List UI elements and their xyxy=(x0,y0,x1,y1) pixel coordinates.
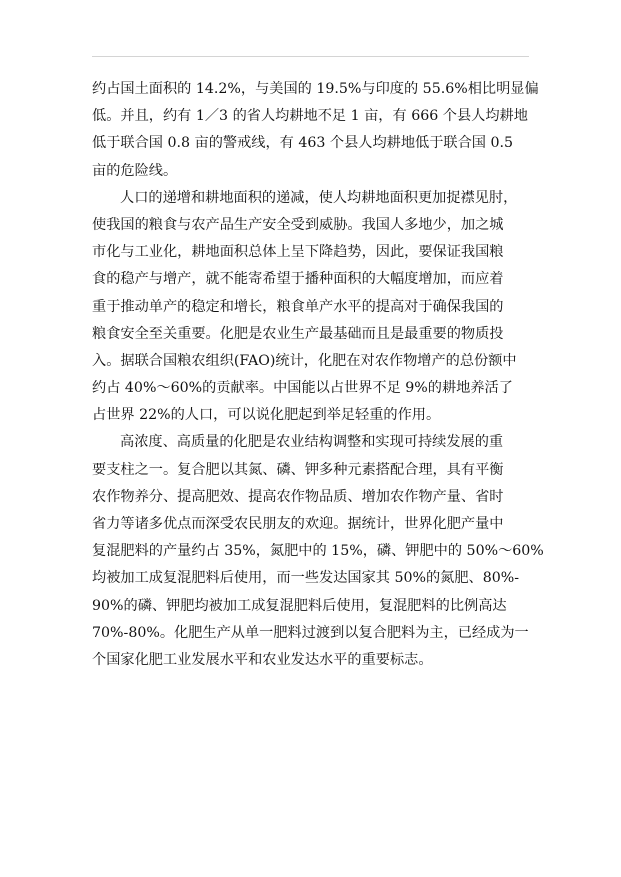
body-text xyxy=(92,76,544,674)
text-line: 粮食安全至关重要。化肥是农业生产最基础而且是最重要的物质投 xyxy=(92,325,504,342)
text-line: 重于推动单产的稳定和增长，粮食单产水平的提高对于确保我国的 xyxy=(92,298,504,315)
text-line: 市化与工业化，耕地面积总体上呈下降趋势，因此，要保证我国粮 xyxy=(92,244,504,261)
text-line: 占世界 22%的人口，可以说化肥起到举足轻重的作用。 xyxy=(92,407,441,424)
text-line: 亩的危险线。 xyxy=(92,162,178,179)
text-line: 高浓度、高质量的化肥是农业结构调整和实现可持续发展的重 xyxy=(120,434,504,451)
text-line: 使我国的粮食与农产品生产安全受到威胁。我国人多地少，加之城 xyxy=(92,216,504,233)
text-line: 农作物养分、提高肥效、提高农作物品质、增加农作物产量、省时 xyxy=(92,488,504,505)
text-line: 约占 40%～60%的贡献率。中国能以占世界不足 9%的耕地养活了 xyxy=(92,380,513,397)
text-line: 复混肥料的产量约占 35%，氮肥中的 15%，磷、钾肥中的 50%～60% xyxy=(92,543,544,560)
text-line: 70%-80%。化肥生产从单一肥料过渡到以复合肥料为主，已经成为一 xyxy=(92,624,529,641)
text-line: 90%的磷、钾肥均被加工成复混肥料后使用，复混肥料的比例高达 xyxy=(92,597,507,614)
text-line: 要支柱之一。复合肥以其氮、磷、钾多种元素搭配合理，具有平衡 xyxy=(92,461,504,478)
paragraph-3 xyxy=(92,429,544,674)
text-line: 个国家化肥工业发展水平和农业发达水平的重要标志。 xyxy=(92,651,433,668)
text-line: 食的稳产与增产，就不能寄希望于播种面积的大幅度增加，而应着 xyxy=(92,271,504,288)
paragraph-2 xyxy=(92,185,532,430)
text-line: 人口的递增和耕地面积的递减，使人均耕地面积更加捉襟见肘， xyxy=(120,189,518,206)
text-line: 省力等诸多优点而深受农民朋友的欢迎。据统计，世界化肥产量中 xyxy=(92,516,504,532)
text-line: 低于联合国 0.8 亩的警戒线，有 463 个县人均耕地低于联合国 0.5 xyxy=(92,135,514,152)
text-line: 均被加工成复混肥料后使用，而一些发达国家其 50%的氮肥、80%- xyxy=(92,570,520,587)
header-rule xyxy=(92,56,529,57)
text-line: 低。并且，约有 1／3 的省人均耕地不足 1 亩，有 666 个县人均耕地 xyxy=(92,108,528,125)
paragraph-1 xyxy=(92,76,539,185)
text-line: 约占国土面积的 14.2%，与美国的 19.5%与印度的 55.6%相比明显偏 xyxy=(92,81,539,97)
text-line: 入。据联合国粮农组织(FAO)统计，化肥在对农作物增产的总份额中 xyxy=(92,352,517,369)
